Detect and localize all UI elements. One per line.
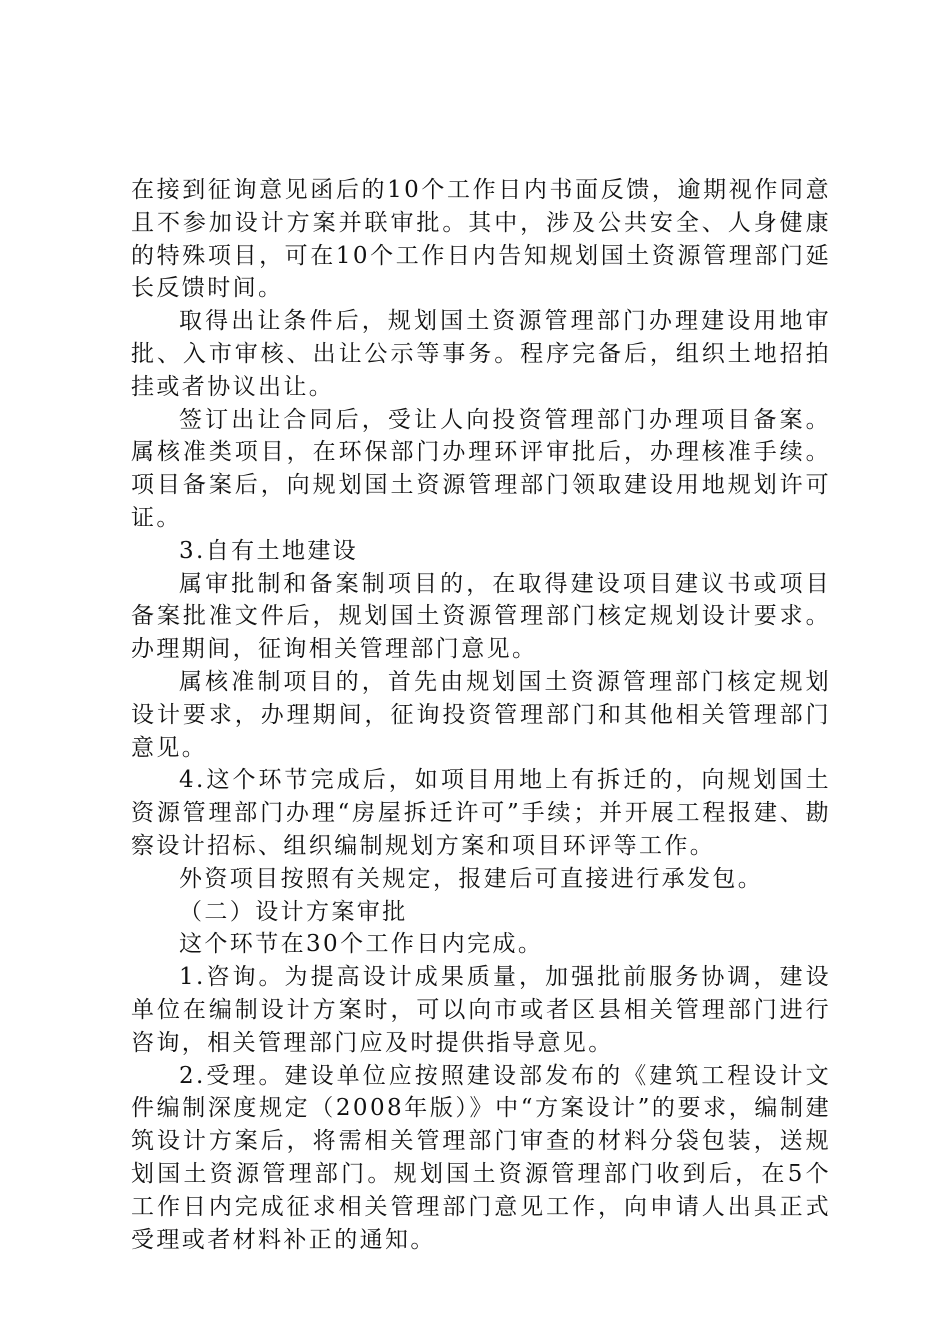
section-heading: （二）设计方案审批: [179, 898, 408, 925]
paragraph: 这个环节在30个工作日内完成。: [179, 931, 544, 958]
paragraph: 在接到征询意见函后的10个工作日内书面反馈，逾期视作同意且不参加设计方案并联审批。其中，涉及公共安全、人身健康的特殊项目，可在10个工作日内告知规划国土资源管理部门延长反馈时间。: [131, 177, 831, 302]
paragraph: 签订出让合同后，受让人向投资管理部门办理项目备案。属核准类项目，在环保部门办理环评审批后，办理核准手续。项目备案后，向规划国土资源管理部门领取建设用地规划许可证。: [131, 406, 831, 531]
paragraph: 属审批制和备案制项目的，在取得建设项目建议书或项目备案批准文件后，规划国土资源管理部门核定规划设计要求。办理期间，征询相关管理部门意见。: [131, 570, 831, 663]
paragraph: 取得出让条件后，规划国土资源管理部门办理建设用地审批、入市审核、出让公示等事务。程序完备后，组织土地招拍挂或者协议出让。: [131, 308, 831, 400]
section-heading: 3.自有土地建设: [179, 537, 359, 564]
paragraph: 属核准制项目的，首先由规划国土资源管理部门核定规划设计要求，办理期间，征询投资管理部门和其他相关管理部门意见。: [131, 668, 831, 761]
paragraph: 外资项目按照有关规定，报建后可直接进行承发包。: [179, 865, 764, 892]
paragraph: 4.这个环节完成后，如项目用地上有拆迁的，向规划国土资源管理部门办理“房屋拆迁许可”手续；并开展工程报建、勘察设计招标、组织编制规划方案和项目环评等工作。: [131, 767, 831, 859]
document-body: [131, 174, 831, 1256]
paragraph: 2.受理。建设单位应按照建设部发布的《建筑工程设计文件编制深度规定（2008年版）》中“方案设计”的要求，编制建筑设计方案后，将需相关管理部门审查的材料分袋包装，送规划国土资源管理部门。规划国土资源管理部门收到后，在5个工作日内完成征求相关管理部门意见工作，向申请人出具正式受理或者材料补正的通知。: [131, 1062, 831, 1253]
paragraph: 1.咨询。为提高设计成果质量，加强批前服务协调，建设单位在编制设计方案时，可以向市或者区县相关管理部门进行咨询，相关管理部门应及时提供指导意见。: [131, 964, 831, 1056]
